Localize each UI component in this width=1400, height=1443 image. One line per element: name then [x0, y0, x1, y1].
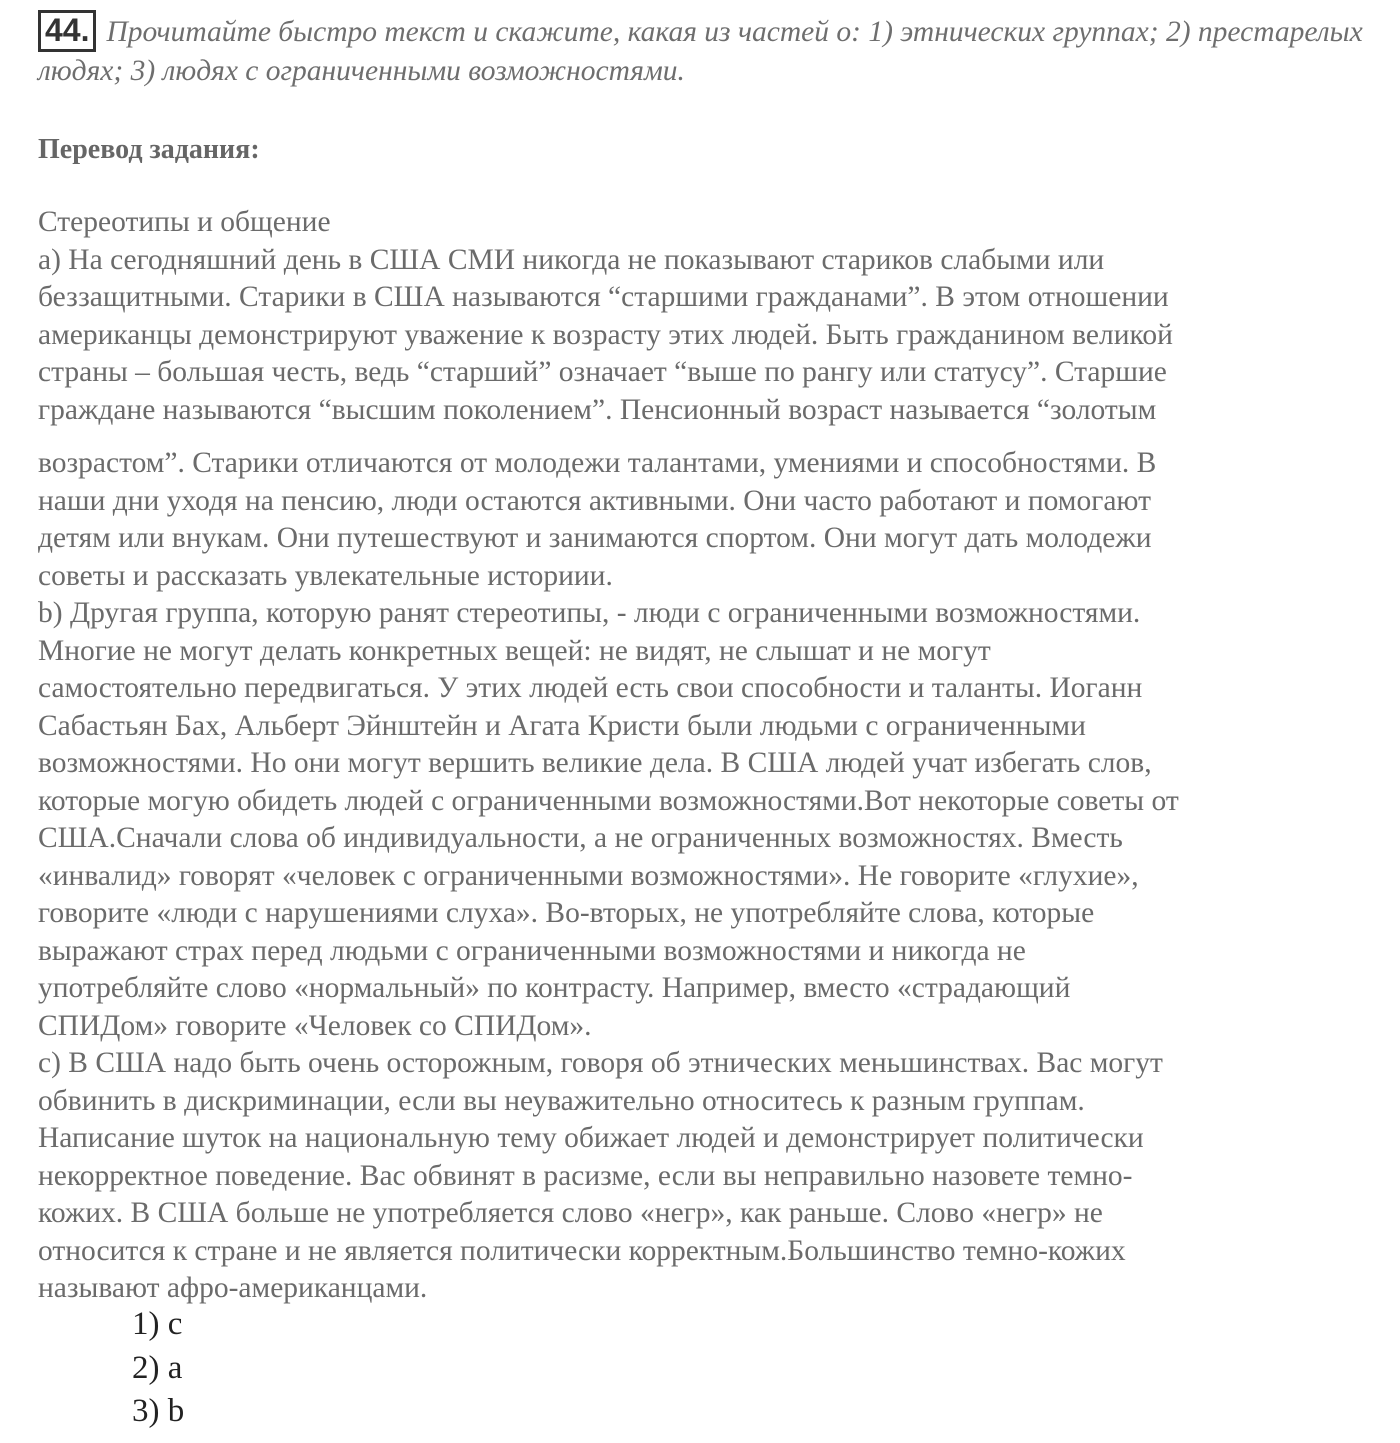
text-line: страны – большая честь, ведь “старший” означает “выше по рангу или статусу”. Старшие: [38, 356, 1167, 388]
text-line: говорите «люди с нарушениями слуха». Во-вторых, не употребляйте слова, которые: [38, 897, 1095, 929]
text-line: наши дни уходя на пенсию, люди остаются активными. Они часто работают и помогают: [38, 484, 1151, 517]
task-header: [38, 10, 1368, 90]
task-number: 44.: [38, 10, 96, 52]
text-line: США.Сначали слова об индивидуальности, а не ограниченных возможностях. Вместь: [38, 822, 1123, 854]
text-line: Стереотипы и общение: [38, 206, 331, 238]
text-line: которые могую обидеть людей с ограниченными возможностями.Вот некоторые советы от: [38, 784, 1179, 817]
text-line: самостоятельно передвигаться. У этих людей есть свои способности и таланты. Иоганн: [38, 672, 1143, 704]
text-line: кожих. В США больше не употребляется слово «негр», как раньше. Слово «негр» не: [38, 1197, 1103, 1229]
text-line: беззащитными. Старики в США называются “старшими гражданами”. В этом отношении: [38, 281, 1169, 313]
text-line: некорректное поведение. Вас обвинят в расизме, если вы неправильно назовете темно-: [38, 1159, 1133, 1192]
text-line: b) Другая группа, которую ранят стереотипы, - люди с ограниченными возможностями.: [38, 597, 1141, 629]
translation-title: Перевод задания:: [38, 134, 260, 165]
answer-item: 3) b: [132, 1393, 185, 1429]
answer-item: 1) c: [132, 1306, 183, 1342]
text-line: обвинить в дискриминации, если вы неуважительно относитесь к разным группам.: [38, 1084, 1085, 1117]
translation-text: [38, 204, 1368, 1308]
text-line: c) В США надо быть очень осторожным, говоря об этнических меньшинствах. Вас могут: [38, 1047, 1163, 1079]
text-line: американцы демонстрируют уважение к возрасту этих людей. Быть гражданином великой: [38, 318, 1173, 351]
text-line: Сабастьян Бах, Альберт Эйнштейн и Агата Кристи были людьми с ограниченными: [38, 709, 1086, 742]
text-line: выражают страх перед людьми с ограниченными возможностями и никогда не: [38, 934, 1026, 967]
line-gap: [38, 429, 1368, 445]
text-line: называют афро-американцами.: [38, 1272, 428, 1304]
text-line: детям или внукам. Они путешествуют и занимаются спортом. Они могут дать молодежи: [38, 522, 1152, 554]
answer-list: [132, 1303, 184, 1434]
text-line: граждане называются “высшим поколением”. Пенсионный возраст называется “золотым: [38, 393, 1157, 426]
text-line: возрастом”. Старики отличаются от молодежи талантами, умениями и способностями. В: [38, 447, 1157, 479]
text-line: Многие не могут делать конкретных вещей: не видят, не слышат и не могут: [38, 634, 991, 667]
text-line: возможностями. Но они могут вершить великие дела. В США людей учат избегать слов,: [38, 747, 1152, 779]
task-instruction: Прочитайте быстро текст и скажите, какая из частей о: 1) этнических группах; 2) престарелых людях; 3) людях с ограниченными возможностями.: [38, 16, 1363, 87]
answer-item: 2) a: [132, 1349, 183, 1386]
text-line: относится к стране и не является политически корректным.Большинство темно-кожих: [38, 1234, 1126, 1267]
text-line: Написание шуток на национальную тему обижает людей и демонстрирует политически: [38, 1122, 1144, 1154]
text-line: употребляйте слово «нормальный» по контрасту. Например, вместо «страдающий: [38, 972, 1071, 1004]
text-line: советы и рассказать увлекательные историии.: [38, 559, 613, 592]
text-line: a) На сегодняшний день в США СМИ никогда не показывают стариков слабыми или: [38, 243, 1105, 276]
text-line: СПИДом» говорите «Человек со СПИДом».: [38, 1009, 592, 1042]
text-line: «инвалид» говорят «человек с ограниченными возможностями». Не говорите «глухие»,: [38, 859, 1139, 892]
